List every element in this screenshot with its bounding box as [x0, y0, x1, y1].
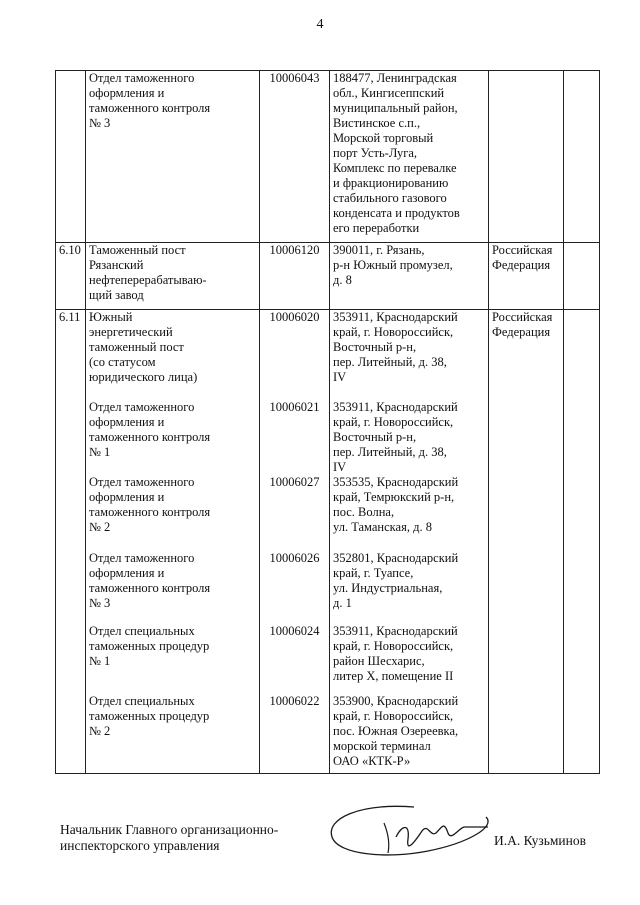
- post-name: Отдел специальных таможенных процедур № 2: [86, 694, 260, 774]
- post-name: Отдел специальных таможенных процедур № 1: [86, 624, 260, 694]
- row-number: [56, 475, 86, 551]
- post-address: 352801, Краснодарский край, г. Туапсе, ул. Индустриальная, д. 1: [330, 551, 489, 624]
- signatory-title: Начальник Главного организационно- инспекторского управления: [60, 822, 279, 853]
- post-region: [489, 551, 564, 624]
- table-row: [56, 310, 600, 400]
- empty-cell: [564, 551, 600, 624]
- empty-cell: [564, 475, 600, 551]
- post-address: 390011, г. Рязань, р-н Южный промузел, д. 8: [330, 243, 489, 310]
- empty-cell: [564, 694, 600, 774]
- post-code: 10006021: [260, 400, 330, 475]
- post-address: 353900, Краснодарский край, г. Новороссийск, пос. Южная Озереевка, морской терминал ОАО «КТК-Р»: [330, 694, 489, 774]
- post-address: 353911, Краснодарский край, г. Новороссийск, Восточный р-н, пер. Литейный, д. 38, IV: [330, 400, 489, 475]
- table-row: [56, 71, 600, 243]
- post-name: Отдел таможенного оформления и таможенного контроля № 3: [86, 71, 260, 243]
- post-name: Отдел таможенного оформления и таможенного контроля № 2: [86, 475, 260, 551]
- page-number: 4: [316, 17, 324, 32]
- post-name: Южный энергетический таможенный пост (со статусом юридического лица): [86, 310, 260, 400]
- table-row: [56, 475, 600, 551]
- post-address: 353911, Краснодарский край, г. Новороссийск, Восточный р-н, пер. Литейный, д. 38, IV: [330, 310, 489, 400]
- post-region: [489, 71, 564, 243]
- customs-posts-table: [55, 70, 600, 774]
- row-number: [56, 694, 86, 774]
- post-region: [489, 475, 564, 551]
- empty-cell: [564, 400, 600, 475]
- post-code: 10006026: [260, 551, 330, 624]
- row-number: 6.11: [56, 310, 86, 400]
- table-row: [56, 624, 600, 694]
- row-number: [56, 400, 86, 475]
- post-code: 10006024: [260, 624, 330, 694]
- empty-cell: [564, 243, 600, 310]
- empty-cell: [564, 624, 600, 694]
- post-code: 10006043: [260, 71, 330, 243]
- post-region: Российская Федерация: [489, 310, 564, 400]
- post-region: Российская Федерация: [489, 243, 564, 310]
- post-name: Отдел таможенного оформления и таможенного контроля № 3: [86, 551, 260, 624]
- post-address: 353535, Краснодарский край, Темрюкский р-н, пос. Волна, ул. Таманская, д. 8: [330, 475, 489, 551]
- table-row: [56, 243, 600, 310]
- empty-cell: [564, 310, 600, 400]
- row-number: [56, 71, 86, 243]
- empty-cell: [564, 71, 600, 243]
- signer-name: И.А. Кузьминов: [494, 833, 586, 848]
- post-name: Отдел таможенного оформления и таможенного контроля № 1: [86, 400, 260, 475]
- row-number: [56, 551, 86, 624]
- table-row: [56, 400, 600, 475]
- post-code: 10006022: [260, 694, 330, 774]
- signature-icon: [318, 797, 508, 877]
- table-row: [56, 694, 600, 774]
- row-number: 6.10: [56, 243, 86, 310]
- post-code: 10006027: [260, 475, 330, 551]
- post-code: 10006020: [260, 310, 330, 400]
- table-row: [56, 551, 600, 624]
- post-region: [489, 694, 564, 774]
- post-address: 353911, Краснодарский край, г. Новороссийск, район Шесхарис, литер X, помещение II: [330, 624, 489, 694]
- post-name: Таможенный пост Рязанский нефтеперерабатываю- щий завод: [86, 243, 260, 310]
- row-number: [56, 624, 86, 694]
- post-region: [489, 624, 564, 694]
- post-address: 188477, Ленинградская обл., Кингисеппский муниципальный район, Вистинское с.п., Морской торговый порт Усть-Луга, Комплекс по перевалке и фракционированию стабильного газового конденсата и продуктов его переработки: [330, 71, 489, 243]
- post-region: [489, 400, 564, 475]
- post-code: 10006120: [260, 243, 330, 310]
